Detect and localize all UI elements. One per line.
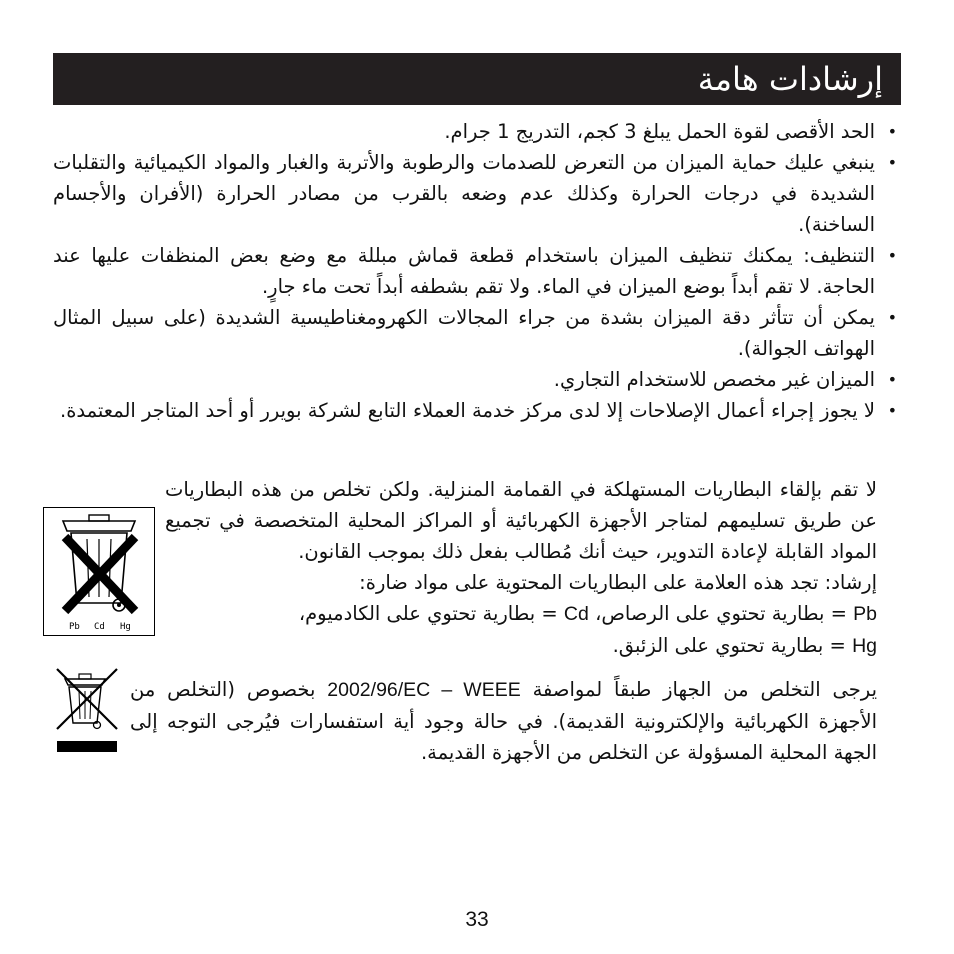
pb-symbol: Pb [853, 603, 877, 625]
weee-lead: يرجى التخلص من الجهاز طبقاً لمواصفة [532, 678, 877, 701]
section-header [53, 53, 901, 105]
icon-label-hg: Hg [120, 622, 131, 632]
page-title: إرشادات هامة [697, 60, 883, 98]
battery-legend-line-1 [165, 598, 877, 630]
crossed-out-wheelie-bin-icon [55, 665, 119, 761]
list-item [53, 240, 901, 302]
hg-description: = بطارية تحتوي على الزئبق. [612, 634, 846, 657]
cd-symbol: Cd [563, 603, 589, 625]
icon-label-cd: Cd [94, 622, 105, 632]
bullet-icon: • [887, 401, 897, 420]
list-item [53, 116, 901, 147]
battery-paragraph: لا تقم بإلقاء البطاريات المستهلكة في القمامة المنزلية. ولكن تخلص من هذه البطاريات عن طريق تسليمهم لمتاجر الأجهزة الكهربائية أو المراكز المحلية المتخصصة في تجميع المواد القابلة لإعادة التدوير، حيث أنك مُطالب بفعل ذلك بموجب القانون. [165, 478, 877, 563]
bullet-icon: • [887, 246, 897, 265]
list-item [53, 302, 901, 364]
list-item [53, 364, 901, 395]
bullet-icon: • [887, 122, 897, 141]
weee-rest: بخصوص (التخلص من الأجهزة الكهربائية والإلكترونية القديمة). في حالة وجود أية استفسارات فيُرجى التوجه إلى الجهة المحلية المسؤولة عن التخلص من الأجهزة القديمة. [130, 678, 877, 764]
weee-disposal-section [130, 674, 877, 768]
list-item-text: لا يجوز إجراء أعمال الإصلاحات إلا لدى مركز خدمة العملاء التابع لشركة بويرر أو أحد المتاجر المعتمدة. [60, 399, 875, 422]
list-item-text: يمكن أن تتأثر دقة الميزان بشدة من جراء المجالات الكهرومغناطيسية الشديدة (على سبيل المثال الهواتف الجوالة). [53, 306, 875, 360]
list-item-text: الحد الأقصى لقوة الحمل يبلغ 3 كجم، التدريج 1 جرام. [444, 120, 875, 143]
instructions-list [53, 116, 901, 426]
battery-hint: إرشاد: تجد هذه العلامة على البطاريات المحتوية على مواد ضارة: [359, 571, 877, 594]
cd-description: = بطارية تحتوي على الكادميوم، [298, 602, 558, 625]
list-item-text: الميزان غير مخصص للاستخدام التجاري. [553, 368, 875, 391]
battery-disposal-section [165, 474, 877, 662]
bullet-icon: • [887, 370, 897, 389]
battery-legend-line-2 [165, 630, 877, 662]
icon-label-pb: Pb [69, 622, 80, 632]
page-number: 33 [465, 908, 489, 931]
hg-symbol: Hg [852, 635, 877, 657]
crossed-out-battery-bin-icon [43, 507, 155, 636]
list-item-text: ينبغي عليك حماية الميزان من التعرض للصدمات والرطوبة والأتربة والغبار والمواد الكيميائية والتقلبات الشديدة في درجات الحرارة وكذلك عدم وضعه بالقرب من مصادر الحرارة (الأفران والأجسام الساخنة). [53, 151, 875, 236]
weee-directive-code: 2002/96/EC – WEEE [327, 679, 521, 701]
bullet-icon: • [887, 153, 897, 172]
list-item [53, 147, 901, 240]
list-item-text: التنظيف: يمكنك تنظيف الميزان باستخدام قطعة قماش مبللة مع وضع بعض المنظفات عليها عند الحاجة. لا تقم أبداً بوضع الميزان في الماء. ولا تقم بشطفه أبداً تحت ماء جارٍ. [53, 244, 875, 298]
bullet-icon: • [887, 308, 897, 327]
pb-description: = بطارية تحتوي على الرصاص، [595, 602, 847, 625]
list-item [53, 395, 901, 426]
